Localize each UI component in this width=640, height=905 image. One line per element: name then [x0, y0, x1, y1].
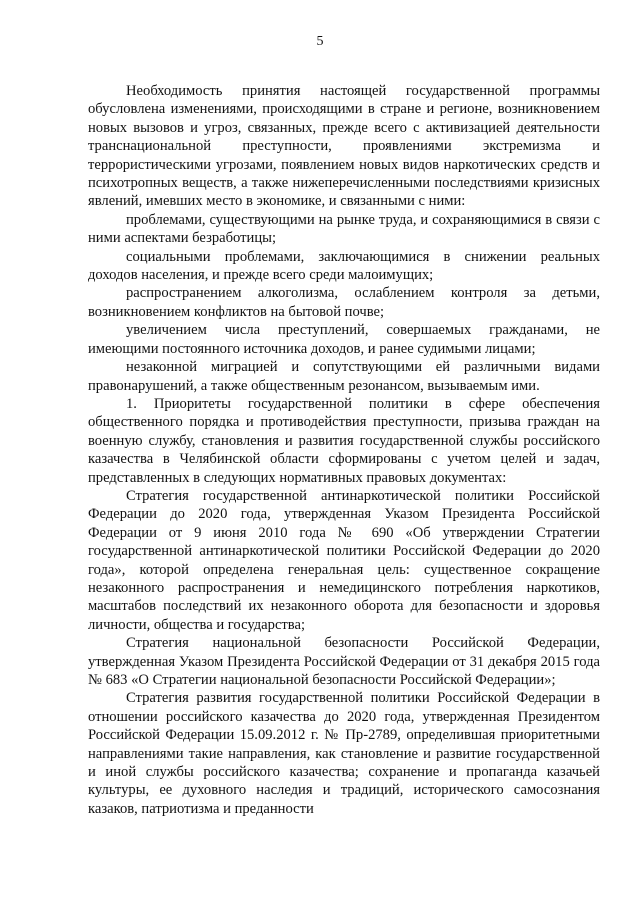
paragraph: социальными проблемами, заключающимися в снижении реальных доходов населения, и прежде всего среди малоимущих; [88, 248, 600, 284]
paragraph: проблемами, существующими на рынке труда, и сохраняющимися в связи с ними аспектами безработицы; [88, 211, 600, 247]
paragraph: Стратегия развития государственной политики Российской Федерации в отношении российского казачества до 2020 года, утвержденная Президентом Российской Федерации 15.09.2012 г. № Пр-2789, определившая приоритетными направлениями такие направления, как становление и развитие государственной и иной службы российского казачества; сохранение и пропаганда казачьей культуры, ее духовного наследия и традиций, исторического самосознания казаков, патриотизма и преданности [88, 690, 600, 817]
paragraph: увеличением числа преступлений, совершаемых гражданами, не имеющими постоянного источника доходов, и ранее судимыми лицами; [88, 322, 600, 357]
document-body [88, 82, 600, 818]
page-number: 5 [316, 34, 324, 49]
paragraph: Стратегия национальной безопасности Российской Федерации, утвержденная Указом Президента Российской Федерации от 31 декабря 2015 года № 683 «О Стратегии национальной безопасности Российской Федерации»; [88, 635, 600, 688]
paragraph: Необходимость принятия настоящей государственной программы обусловлена изменениями, происходящими в стране и регионе, возникновением новых вызовов и угроз, связанных, прежде всего с активизацией деятельности транснациональной преступности, проявлениями экстремизма и террористическими угрозами, появлением новых видов наркотических средств и психотропных веществ, а также нижеперечисленными последствиями кризисных явлений, имевших место в экономике, и связанными с ними: [88, 83, 600, 210]
paragraph: незаконной миграцией и сопутствующими ей различными видами правонарушений, а также общественным резонансом, вызываемым ими. [88, 359, 600, 394]
paragraph: 1. Приоритеты государственной политики в сфере обеспечения общественного порядка и противодействия преступности, призыва граждан на военную службу, становления и развития государственной службы российского казачества в Челябинской области сформированы с учетом целей и задач, представленных в следующих нормативных правовых документах: [88, 395, 600, 486]
paragraph: Стратегия государственной антинаркотической политики Российской Федерации до 2020 года, утвержденная Указом Президента Российской Федерации от 9 июня 2010 года № 690 «Об утверждении Стратегии государственной антинаркотической политики Российской Федерации до 2020 года», которой определена генеральная цель: существенное сокращение незаконного распространения и немедицинского потребления наркотиков, масштабов последствий их незаконного оборота для безопасности и здоровья личности, общества и государства; [88, 487, 600, 633]
paragraph: распространением алкоголизма, ослаблением контроля за детьми, возникновением конфликтов на бытовой почве; [88, 285, 600, 320]
